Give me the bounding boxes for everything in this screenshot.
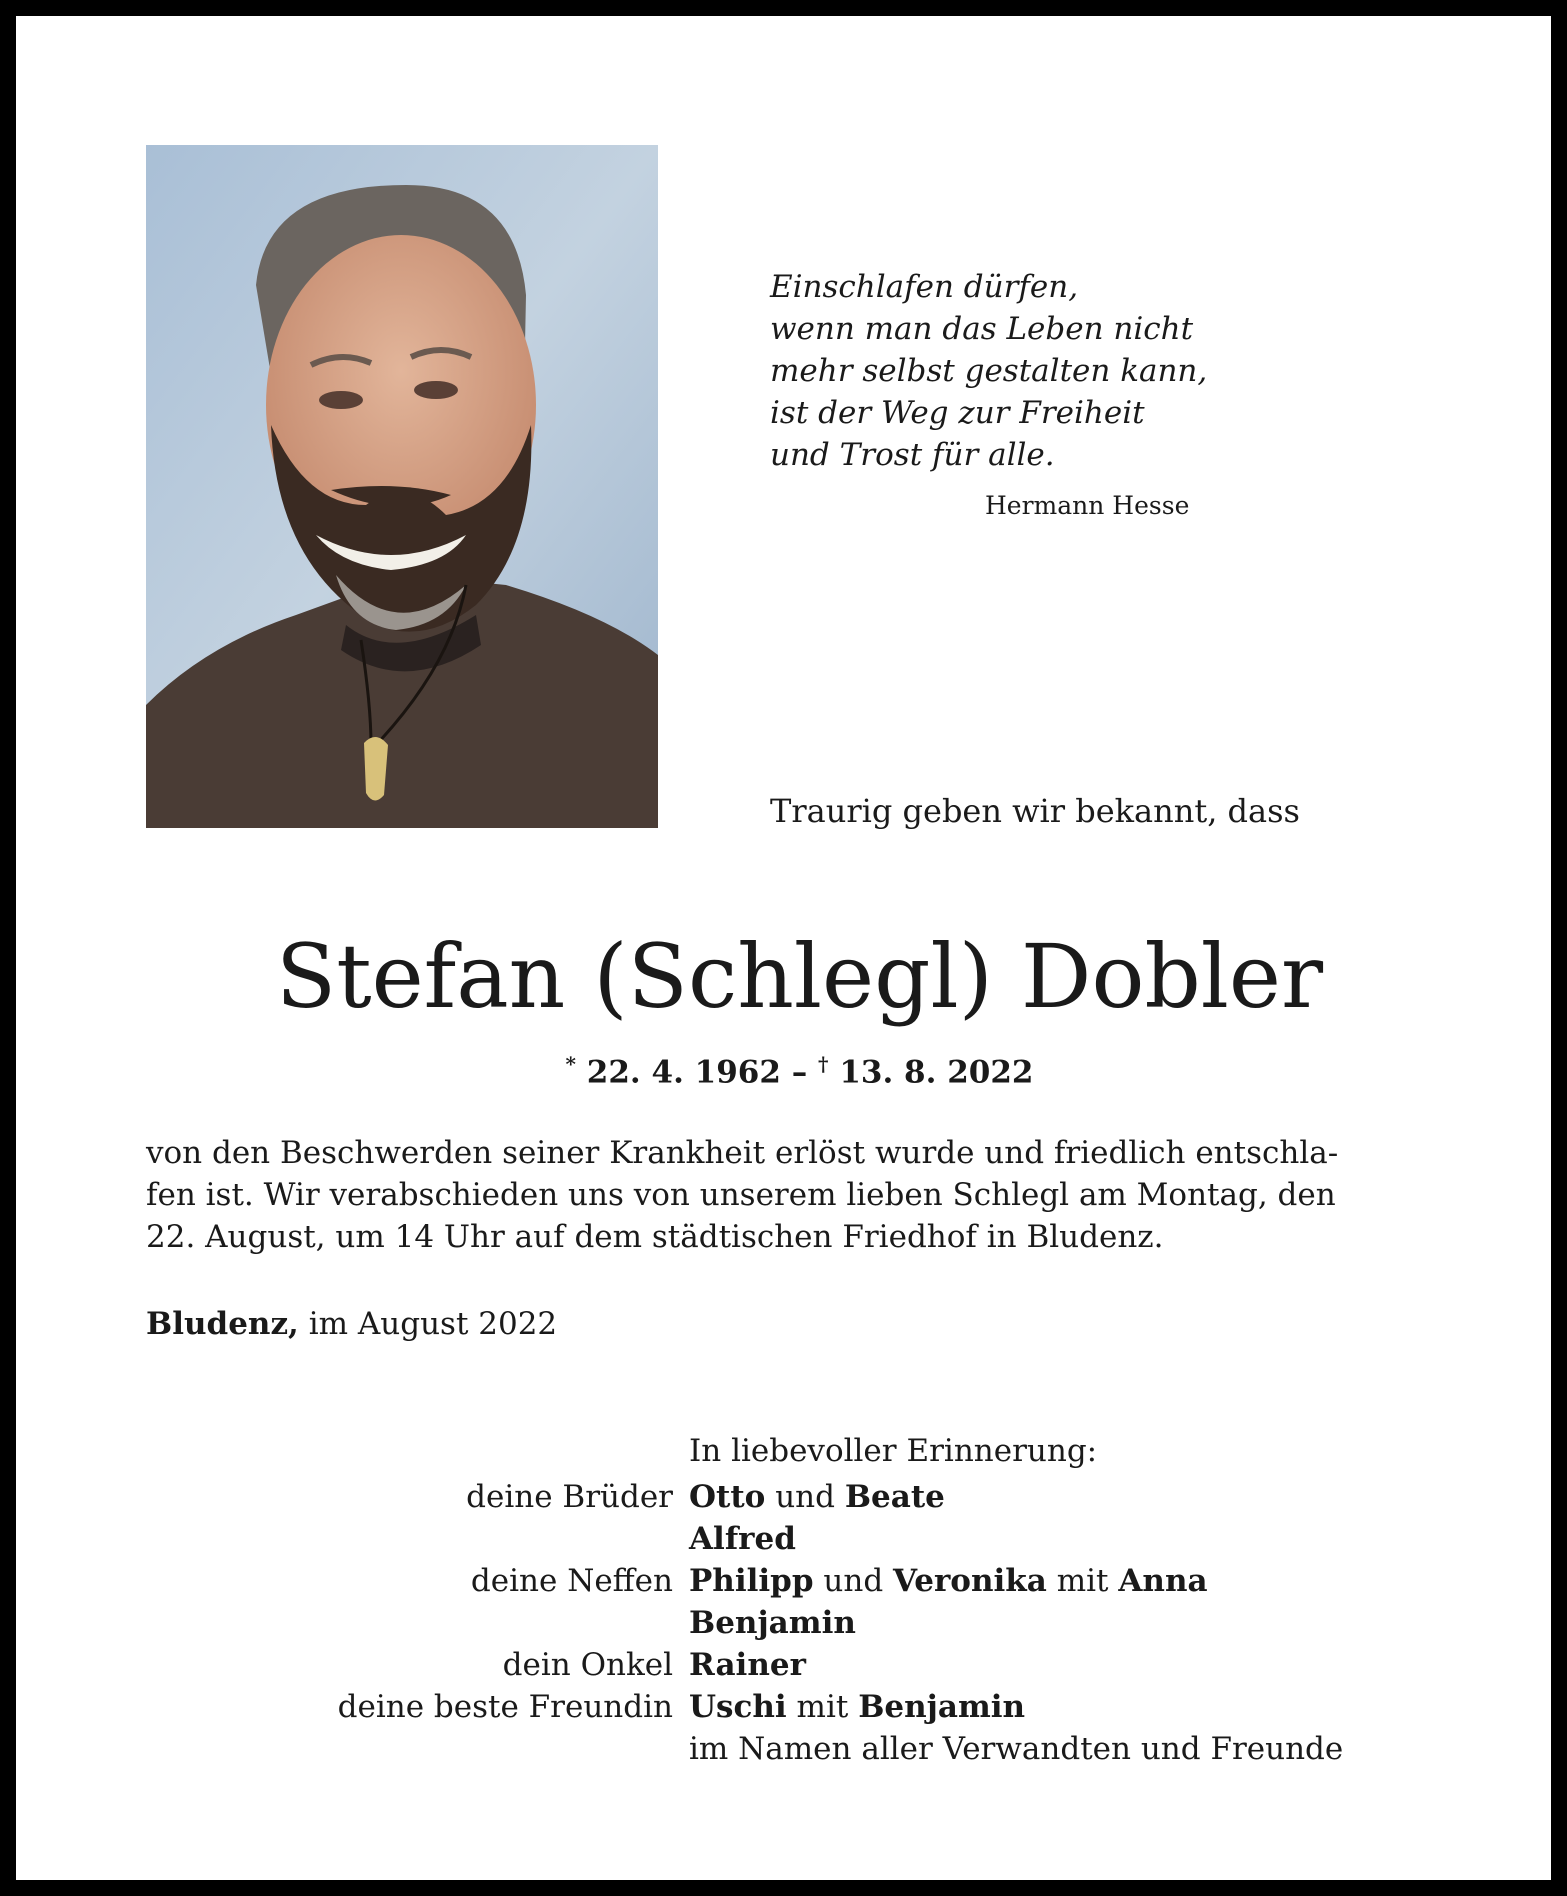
death-date: 13. 8. 2022 [839, 1054, 1034, 1091]
name-joiner: und [823, 1563, 884, 1599]
quote-line: Einschlafen dürfen, [770, 269, 1079, 305]
relative-name: Alfred [689, 1521, 796, 1557]
family-row [16, 1476, 1567, 1518]
date-separator: – [791, 1054, 808, 1091]
relative-names [689, 1602, 856, 1644]
announcement-intro: Traurig geben wir bekannt, dass [770, 792, 1300, 830]
life-dates [16, 1052, 1567, 1090]
relative-name: Veronika [893, 1563, 1047, 1599]
relative-names [689, 1686, 1025, 1728]
quote-line: und Trost für alle. [770, 437, 1055, 473]
relative-name: Benjamin [858, 1689, 1026, 1725]
family-row [16, 1644, 1567, 1686]
announcement-body [146, 1132, 1456, 1258]
relation-label: deine Neffen [470, 1563, 673, 1599]
quote [770, 266, 1330, 476]
relative-names [689, 1644, 806, 1686]
relative-name: Uschi [689, 1689, 787, 1725]
place-city: Bludenz, [146, 1306, 299, 1342]
relative-name: Anna [1118, 1563, 1208, 1599]
name-joiner: und [775, 1479, 835, 1515]
relative-name: Benjamin [689, 1605, 856, 1641]
body-line: von den Beschwerden seiner Krankheit erlöst wurde und friedlich entschla- [146, 1135, 1339, 1171]
relation-label: dein Onkel [502, 1647, 673, 1683]
relative-name: Otto [689, 1479, 766, 1515]
portrait-image [146, 145, 658, 828]
family-row [16, 1686, 1567, 1728]
name-joiner: mit [796, 1689, 849, 1725]
place-date: im August 2022 [308, 1306, 558, 1342]
relative-names [689, 1476, 945, 1518]
portrait-photo [146, 145, 658, 828]
quote-line: mehr selbst gestalten kann, [770, 353, 1208, 389]
relative-names [689, 1560, 1208, 1602]
quote-author: Hermann Hesse [985, 491, 1190, 520]
relation-label: deine Brüder [466, 1479, 673, 1515]
body-line: fen ist. Wir verabschieden uns von unserem lieben Schlegl am Montag, den [146, 1177, 1336, 1213]
family-row [16, 1518, 1567, 1560]
family-list [16, 1476, 1567, 1770]
relative-name: Philipp [689, 1563, 814, 1599]
body-line: 22. August, um 14 Uhr auf dem städtischen Friedhof in Bludenz. [146, 1219, 1164, 1255]
memory-heading: In liebevoller Erinnerung: [689, 1433, 1098, 1469]
relation-label: deine beste Freundin [337, 1689, 673, 1725]
quote-line: ist der Weg zur Freiheit [770, 395, 1145, 431]
relative-names [689, 1518, 796, 1560]
death-symbol: † [818, 1052, 829, 1076]
quote-line: wenn man das Leben nicht [770, 311, 1194, 347]
relative-name: Rainer [689, 1647, 806, 1683]
family-row [16, 1560, 1567, 1602]
place-and-date [146, 1306, 557, 1342]
closing-line: im Namen aller Verwandten und Freunde [689, 1731, 1344, 1767]
birth-date: 22. 4. 1962 [586, 1054, 781, 1091]
birth-symbol: * [565, 1052, 576, 1076]
name-joiner: mit [1056, 1563, 1109, 1599]
family-row [16, 1602, 1567, 1644]
family-row [16, 1728, 1567, 1770]
deceased-name: Stefan (Schlegl) Dobler [275, 925, 1324, 1028]
relative-name: Beate [844, 1479, 945, 1515]
